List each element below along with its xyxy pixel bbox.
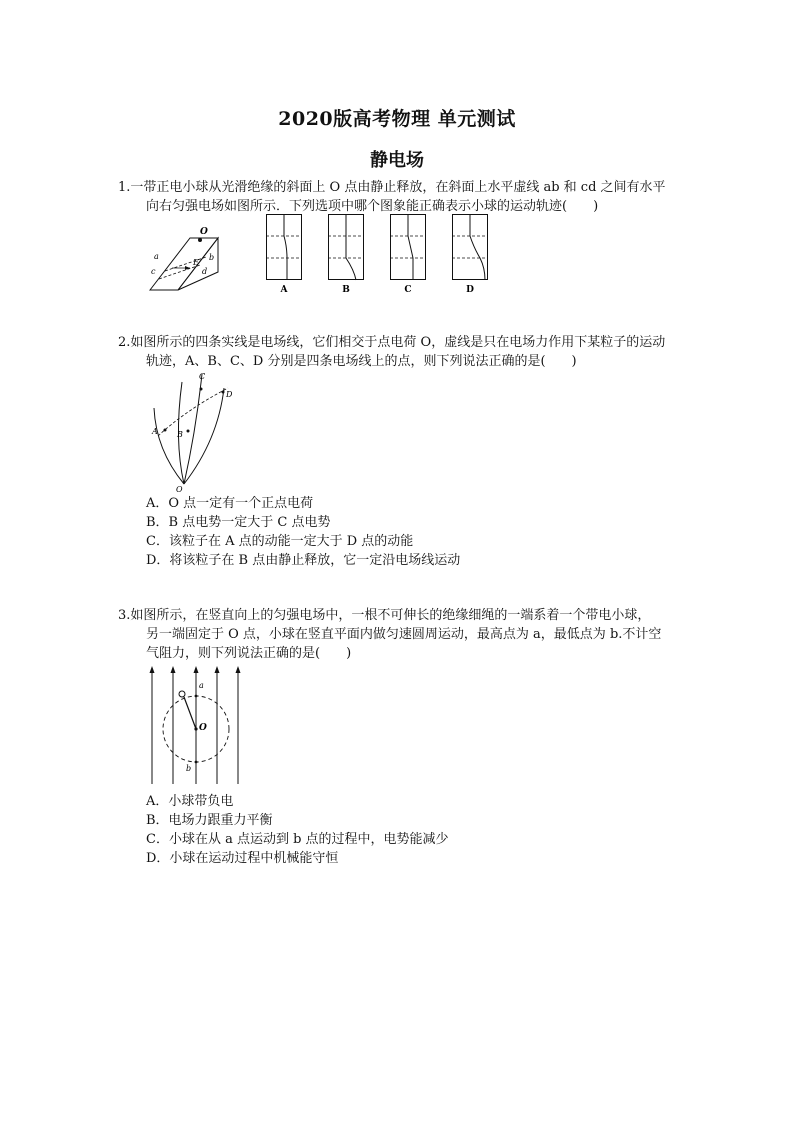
choice-c-figure (390, 214, 430, 294)
question-1-incline-figure (140, 222, 230, 297)
choice-a-figure (266, 214, 306, 294)
choice-d-label: D (466, 285, 474, 295)
question-3-line-1: 3.如图所示，在竖直向上的匀强电场中，一根不可伸长的绝缘细绳的一端系着一个带电小球， (118, 608, 651, 623)
option-c: C．小球在从 a 点运动到 b 点的过程中，电势能减少 (146, 832, 449, 847)
question-2-field-lines-figure (146, 370, 246, 495)
choice-b-figure (328, 214, 368, 294)
question-3 (118, 606, 708, 663)
choice-b-label: B (342, 285, 350, 295)
option-c: C．该粒子在 A 点的动能一定大于 D 点的动能 (146, 534, 414, 549)
label-a: A (152, 427, 158, 436)
question-1 (118, 178, 708, 216)
document-subtitle: 静电场 (370, 150, 424, 171)
label-b: b (186, 764, 192, 773)
label-b: b (209, 253, 215, 262)
question-3-line-3: 气阻力，则下列说法正确的是( ) (146, 646, 352, 661)
option-d: D．小球在运动过程中机械能守恒 (146, 851, 339, 866)
label-d: D (226, 390, 233, 399)
label-c: c (151, 267, 156, 276)
label-e: E (193, 258, 199, 267)
label-a: a (154, 252, 159, 261)
choice-d-figure (452, 214, 492, 294)
choice-a-label: A (280, 285, 288, 295)
label-b: B (177, 430, 183, 439)
question-2-line-1: 2.如图所示的四条实线是电场线，它们相交于点电荷 O，虚线是只在电场力作用下某粒子的运动 (118, 335, 666, 350)
label-d: d (202, 267, 208, 276)
option-b: B．电场力跟重力平衡 (146, 813, 273, 828)
question-1-line-1: 1.一带正电小球从光滑绝缘的斜面上 O 点由静止释放，在斜面上水平虚线 ab 和 cd 之间有水平 (118, 180, 666, 195)
option-a: A．小球带负电 (146, 794, 234, 809)
label-o: O (176, 485, 183, 494)
label-c: C (199, 372, 206, 381)
option-a: A．O 点一定有一个正点电荷 (146, 496, 314, 511)
question-1-line-2: 向右匀强电场如图所示．下列选项中哪个图象能正确表示小球的运动轨迹( ) (146, 199, 599, 214)
option-d: D．将该粒子在 B 点由静止释放，它一定沿电场线运动 (146, 553, 461, 568)
question-3-circular-motion-figure (146, 664, 256, 789)
question-2-line-2: 轨迹，A、B、C、D 分别是四条电场线上的点，则下列说法正确的是( ) (146, 354, 577, 369)
option-b: B．B 点电势一定大于 C 点电势 (146, 515, 331, 530)
question-2 (118, 333, 708, 371)
label-o: O (199, 723, 207, 733)
document-title: 2020版高考物理 单元测试 (278, 108, 516, 130)
choice-c-label: C (404, 285, 412, 295)
question-3-line-2: 另一端固定于 O 点，小球在竖直平面内做匀速圆周运动，最高点为 a，最低点为 b.不计空 (146, 627, 662, 642)
label-o: O (200, 227, 208, 237)
question-2-options (146, 494, 460, 570)
label-a: a (199, 681, 204, 690)
question-3-options (146, 792, 449, 868)
